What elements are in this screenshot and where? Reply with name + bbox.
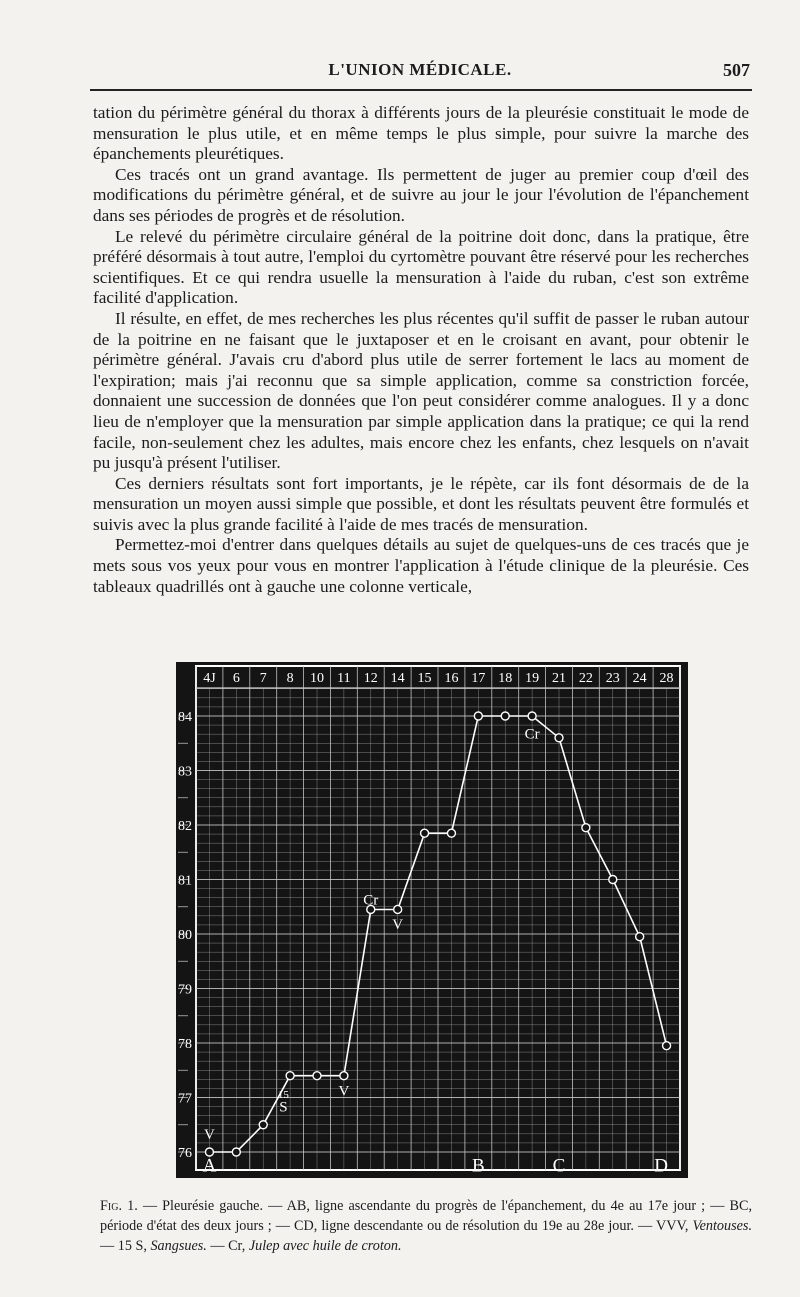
- caption-text: — Pleurésie gauche. — AB, ligne ascendante du progrès de l'épanchement, du 4e au 17e jour ; — BC, période d'état des deux jours ; — CD, ligne descendante ou de résolution du 19e au 28e jour. — VVV,: [100, 1198, 752, 1234]
- data-point: [636, 933, 644, 941]
- x-tick-label: 22: [578, 671, 593, 686]
- data-point: [394, 905, 402, 913]
- y-tick-label: 83: [178, 764, 192, 780]
- data-point: [340, 1072, 348, 1080]
- x-tick-label: 16: [444, 671, 459, 686]
- annotation-label: C: [552, 1155, 566, 1177]
- y-tick-label: 81: [178, 873, 192, 889]
- data-point: [313, 1072, 321, 1080]
- caption-julep: Julep avec huile de croton.: [248, 1238, 402, 1254]
- x-tick-label: 28: [659, 671, 674, 686]
- annotation-label: Cr: [363, 892, 379, 909]
- annotation-label: V: [338, 1083, 350, 1100]
- figure-chart: [168, 662, 688, 1182]
- data-point: [555, 734, 563, 742]
- annotation-label: A: [202, 1155, 217, 1177]
- caption-text: — 15 S,: [100, 1238, 151, 1254]
- data-point: [421, 829, 429, 837]
- paragraph: Le relevé du périmètre circulaire général de la poitrine doit donc, dans la pratique, être préféré désormais à tout autre, l'emploi du cyrtomètre pouvant être réservé pour les recherches scientifiques. Et ce qui rendra usuelle la mensuration à l'aide du ruban, c'est son extrême facilité d'application.: [93, 226, 749, 308]
- chart-svg: [168, 662, 688, 1182]
- paragraph: Ces derniers résultats sont fort importants, je le répète, car ils font désormais de de la mensuration un moyen aussi simple que possible, et dont les résultats peuvent être formulés et suivis avec la plus grande facilité à l'aide de mes tracés de mensuration.: [93, 473, 749, 534]
- data-point: [447, 829, 455, 837]
- x-tick-label: 18: [498, 671, 513, 686]
- x-tick-label: 4J: [203, 671, 216, 686]
- x-tick-label: 7: [259, 671, 267, 686]
- chart-background: [176, 662, 688, 1178]
- x-tick-label: 15: [417, 671, 432, 686]
- paragraph: Il résulte, en effet, de mes recherches les plus récentes qu'il suffit de passer le ruban autour de la poitrine en ne faisant que le juxtaposer et en le croisant en avant, pour obtenir le périmètre général. J'avais cru d'abord plus utile de serrer fortement le lacs au moment de l'expiration; mais j'ai reconnu que sa simple application, comme sa constriction forcée, donnaient une succession de données que l'on peut considérer comme analogues. Il y a donc lieu de n'employer que la mensuration par simple application dans la pratique; ce qui la rend facile, non-seulement chez les adultes, mais encore chez les enfants, chez lesquels on n'avait pu jusqu'à présent l'utiliser.: [93, 308, 749, 473]
- annotation-label: V: [392, 917, 404, 934]
- annotation-label: Cr: [524, 726, 540, 743]
- data-point: [528, 712, 536, 720]
- y-tick-label: 77: [178, 1091, 192, 1107]
- x-tick-label: 6: [232, 671, 240, 686]
- data-point: [259, 1121, 267, 1129]
- annotation-label: V: [204, 1126, 215, 1143]
- y-tick-label: 80: [178, 928, 192, 943]
- y-tick-label: 76: [178, 1146, 192, 1161]
- x-tick-label: 10: [310, 671, 324, 686]
- x-tick-label: 17: [471, 671, 486, 686]
- data-point: [663, 1042, 671, 1050]
- y-tick-label: 78: [178, 1037, 192, 1052]
- paragraph: tation du périmètre général du thorax à différents jours de la pleurésie constituait le mode de mensuration le plus utile, et en même temps le plus simple, pour suivre la marche des épanchements pleurétiques.: [93, 103, 749, 164]
- article-body: [93, 103, 749, 597]
- x-tick-label: 19: [525, 671, 540, 686]
- annotation-label: B: [471, 1155, 485, 1177]
- figure-caption: [100, 1196, 752, 1256]
- x-tick-label: 14: [390, 671, 405, 686]
- page-number: 507: [723, 60, 750, 80]
- annotation-label: 15: [277, 1089, 289, 1102]
- y-tick-label: 82: [178, 819, 192, 834]
- x-tick-label: 8: [286, 671, 294, 686]
- x-tick-label: 12: [363, 671, 378, 686]
- x-tick-label: 21: [552, 671, 566, 686]
- x-tick-label: 24: [632, 671, 647, 686]
- data-point: [232, 1148, 240, 1156]
- data-point: [474, 712, 482, 720]
- caption-sangsues: Sangsues.: [150, 1238, 207, 1254]
- annotation-label: S: [279, 1099, 288, 1116]
- x-tick-label: 23: [605, 671, 620, 686]
- page-header: [90, 58, 750, 86]
- y-tick-label: 79: [178, 982, 192, 998]
- caption-ventouses: Ventouses.: [692, 1218, 752, 1234]
- caption-figure-label: Fig. 1.: [100, 1198, 138, 1214]
- y-tick-label: 84: [178, 710, 192, 725]
- journal-title: L'UNION MÉDICALE.: [328, 60, 512, 79]
- data-point: [501, 712, 509, 720]
- paragraph: Permettez-moi d'entrer dans quelques détails au sujet de quelques-uns de ces tracés que je mets sous vos yeux pour vous en montrer l'application à l'étude clinique de la pleurésie. Ces tableaux quadrillés ont à gauche une colonne verticale,: [93, 535, 749, 596]
- paragraph: Ces tracés ont un grand avantage. Ils permettent de juger au premier coup d'œil des modifications du périmètre général, et de suivre au jour le jour l'évolution de l'épanchement dans ses périodes de progrès et de résolution.: [93, 164, 749, 225]
- data-point: [582, 824, 590, 832]
- data-point: [286, 1072, 294, 1080]
- x-tick-label: 11: [337, 671, 351, 686]
- header-rule: [90, 89, 752, 91]
- caption-text: — Cr,: [206, 1238, 249, 1254]
- data-point: [609, 876, 617, 884]
- annotation-label: D: [654, 1155, 669, 1177]
